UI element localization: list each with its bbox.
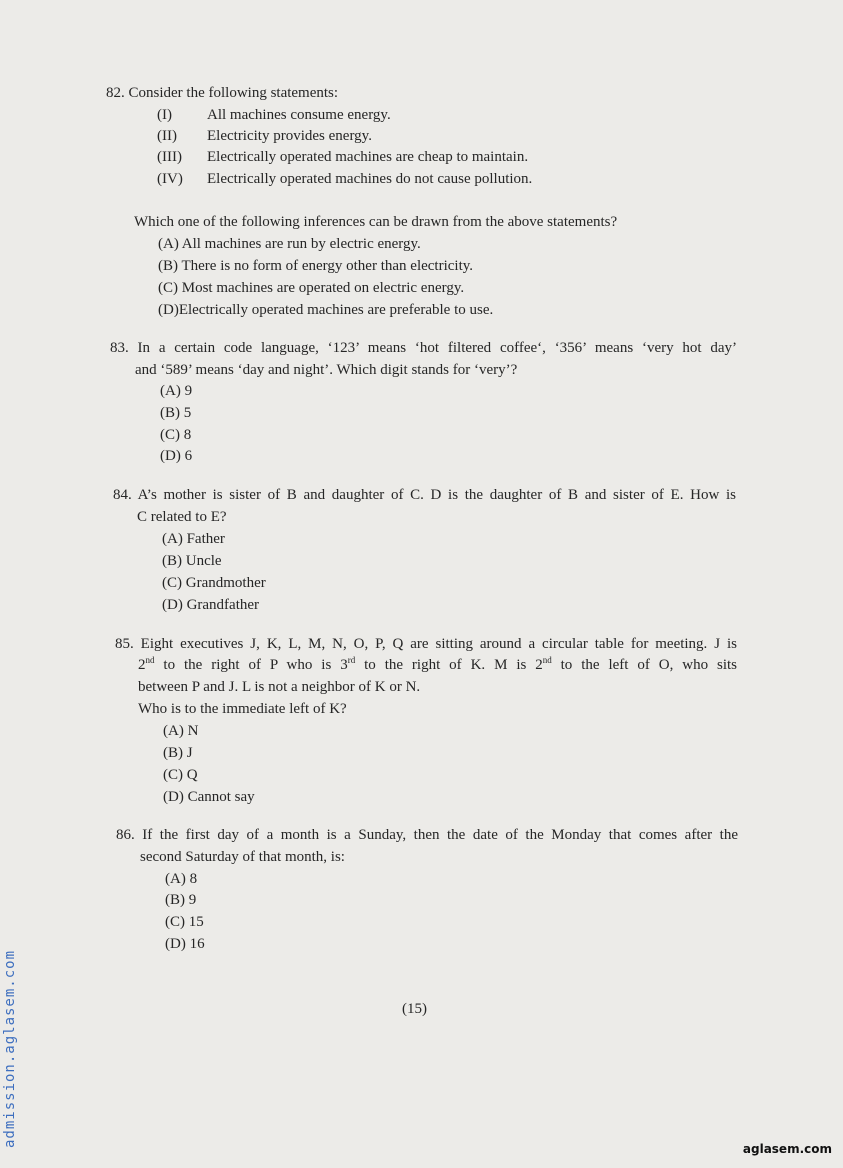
option-b: (B) There is no form of energy other than electricity. [158, 258, 474, 274]
option-a: (A) Father [162, 531, 225, 547]
question-text: Consider the following statements: [128, 85, 339, 101]
option-d: (D)Electrically operated machines are preferable to use. [158, 302, 494, 318]
option-a: (A) All machines are run by electric energy. [158, 236, 421, 252]
question-85-line-3: between P and J. L is not a neighbor of K or N. [138, 679, 421, 695]
statement-item [157, 106, 391, 124]
option-b: (B) J [163, 745, 193, 761]
option-c: (C) 15 [165, 914, 204, 930]
statement-item [157, 148, 528, 166]
brand-logo: aglasem.com [742, 1142, 832, 1156]
text-fragment: to the right of P who is 3 [154, 657, 348, 673]
statement-text: All machines consume energy. [207, 107, 391, 123]
page-number: (15) [402, 1001, 427, 1017]
option-a: (A) 9 [160, 383, 193, 399]
ordinal-suffix: rd [347, 655, 356, 665]
ordinal-suffix: nd [145, 655, 155, 665]
option-b: (B) Uncle [162, 553, 222, 569]
question-number: 84. [113, 487, 132, 503]
statement-text: Electricity provides energy. [207, 128, 372, 144]
option-b: (B) 9 [165, 892, 197, 908]
option-d: (D) 16 [165, 936, 205, 952]
statement-text: Electrically operated machines do not cause pollution. [207, 171, 533, 187]
question-text: A’s mother is sister of B and daughter of C. D is the daughter of B and sister of E. How is [137, 487, 736, 503]
option-d: (D) Cannot say [163, 789, 255, 805]
question-86-line-1 [116, 826, 738, 844]
option-c: (C) Grandmother [162, 575, 266, 591]
text-fragment: to the right of K. M is 2 [355, 657, 543, 673]
question-85-line-2 [138, 656, 737, 674]
question-86-line-2: second Saturday of that month, is: [140, 849, 345, 865]
question-text: If the first day of a month is a Sunday, then the date of the Monday that comes after the [142, 827, 738, 843]
statement-label: (IV) [157, 171, 183, 187]
statement-label: (II) [157, 128, 177, 144]
question-number: 85. [115, 636, 134, 652]
question-83-line-1 [110, 339, 737, 357]
question-number: 83. [110, 340, 129, 356]
option-a: (A) N [163, 723, 199, 739]
statement-item [157, 127, 372, 145]
question-number: 82. [106, 85, 125, 101]
statement-text: Electrically operated machines are cheap to maintain. [207, 149, 529, 165]
statement-label: (III) [157, 149, 182, 165]
statement-item [157, 170, 532, 188]
question-84-line-1 [113, 486, 736, 504]
option-c: (C) Most machines are operated on electric energy. [158, 280, 465, 296]
question-85-line-1 [115, 635, 737, 653]
question-82-prompt: Which one of the following inferences can be drawn from the above statements? [134, 214, 618, 230]
question-84-line-2: C related to E? [137, 509, 227, 525]
option-d: (D) Grandfather [162, 597, 260, 613]
question-text: Eight executives J, K, L, M, N, O, P, Q are sitting around a circular table for meeting. J is [140, 636, 737, 652]
question-text: In a certain code language, ‘123’ means ‘hot filtered coffee‘, ‘356’ means ‘very hot day’ [137, 340, 738, 356]
question-number: 86. [116, 827, 135, 843]
option-b: (B) 5 [160, 405, 192, 421]
watermark: admission.aglasem.com [2, 949, 18, 1148]
option-d: (D) 6 [160, 448, 193, 464]
text-fragment: 2 [138, 657, 146, 673]
text-fragment: to the left of O, who sits [551, 657, 737, 673]
question-85-line-4: Who is to the immediate left of K? [138, 701, 347, 717]
question-83-line-2: and ‘589’ means ‘day and night’. Which digit stands for ‘very’? [135, 362, 518, 378]
option-c: (C) Q [163, 767, 198, 783]
option-a: (A) 8 [165, 871, 198, 887]
statement-label: (I) [157, 107, 172, 123]
option-c: (C) 8 [160, 427, 192, 443]
question-82-stem [106, 84, 338, 102]
ordinal-suffix: nd [542, 655, 552, 665]
